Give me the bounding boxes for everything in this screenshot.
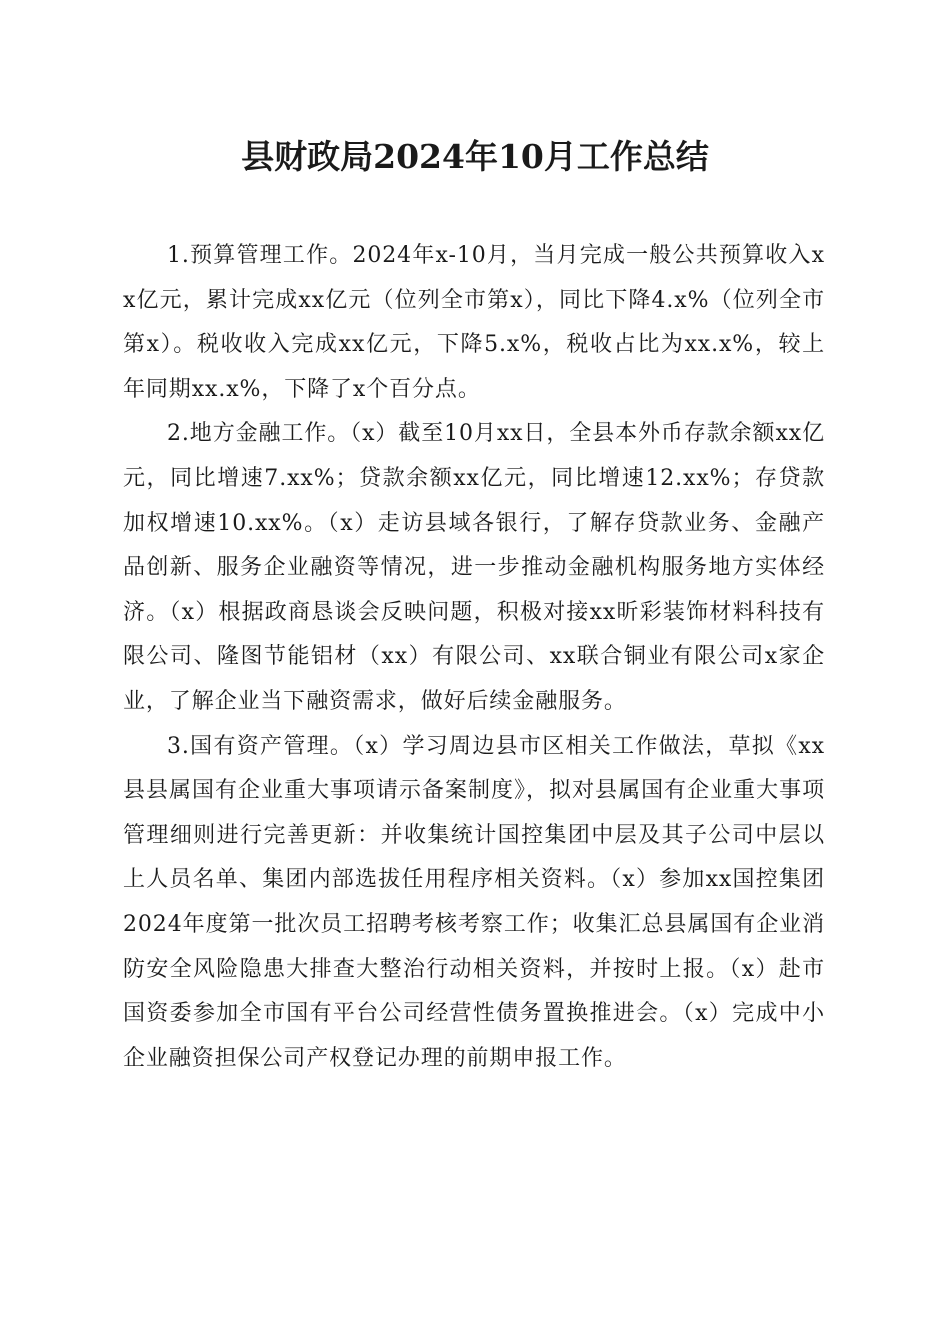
- paragraph-state-assets: 3.国有资产管理。（x）学习周边县市区相关工作做法，草拟《xx县县属国有企业重大事项请示备案制度》，拟对县属国有企业重大事项管理细则进行完善更新：并收集统计国控集团中层及其子公司中层以上人员名单、集团内部选拔任用程序相关资料。（x）参加xx国控集团2024年度第一批次员工招聘考核考察工作；收集汇总县属国有企业消防安全风险隐患大排查大整治行动相关资料，并按时上报。（x）赴市国资委参加全市国有平台公司经营性债务置换推进会。（x）完成中小企业融资担保公司产权登记办理的前期申报工作。: [123, 733, 825, 1071]
- paragraph-budget-management: 1.预算管理工作。2024年x-10月，当月完成一般公共预算收入xx亿元，累计完成xx亿元（位列全市第x），同比下降4.x%（位列全市第x）。税收收入完成xx亿元，下降5.x%，税收占比为xx.x%，较上年同期xx.x%，下降了x个百分点。: [123, 243, 825, 402]
- document-title: 县财政局2024年10月工作总结: [241, 137, 709, 176]
- document-body: [123, 234, 825, 1081]
- paragraph-local-finance: 2.地方金融工作。（x）截至10月xx日，全县本外币存款余额xx亿元，同比增速7.xx%；贷款余额xx亿元，同比增速12.xx%；存贷款加权增速10.xx%。（x）走访县域各银行，了解存贷款业务、金融产品创新、服务企业融资等情况，进一步推动金融机构服务地方实体经济。（x）根据政商恳谈会反映问题，积极对接xx昕彩装饰材料科技有限公司、隆图节能铝材（xx）有限公司、xx联合铜业有限公司x家企业，了解企业当下融资需求，做好后续金融服务。: [123, 421, 825, 714]
